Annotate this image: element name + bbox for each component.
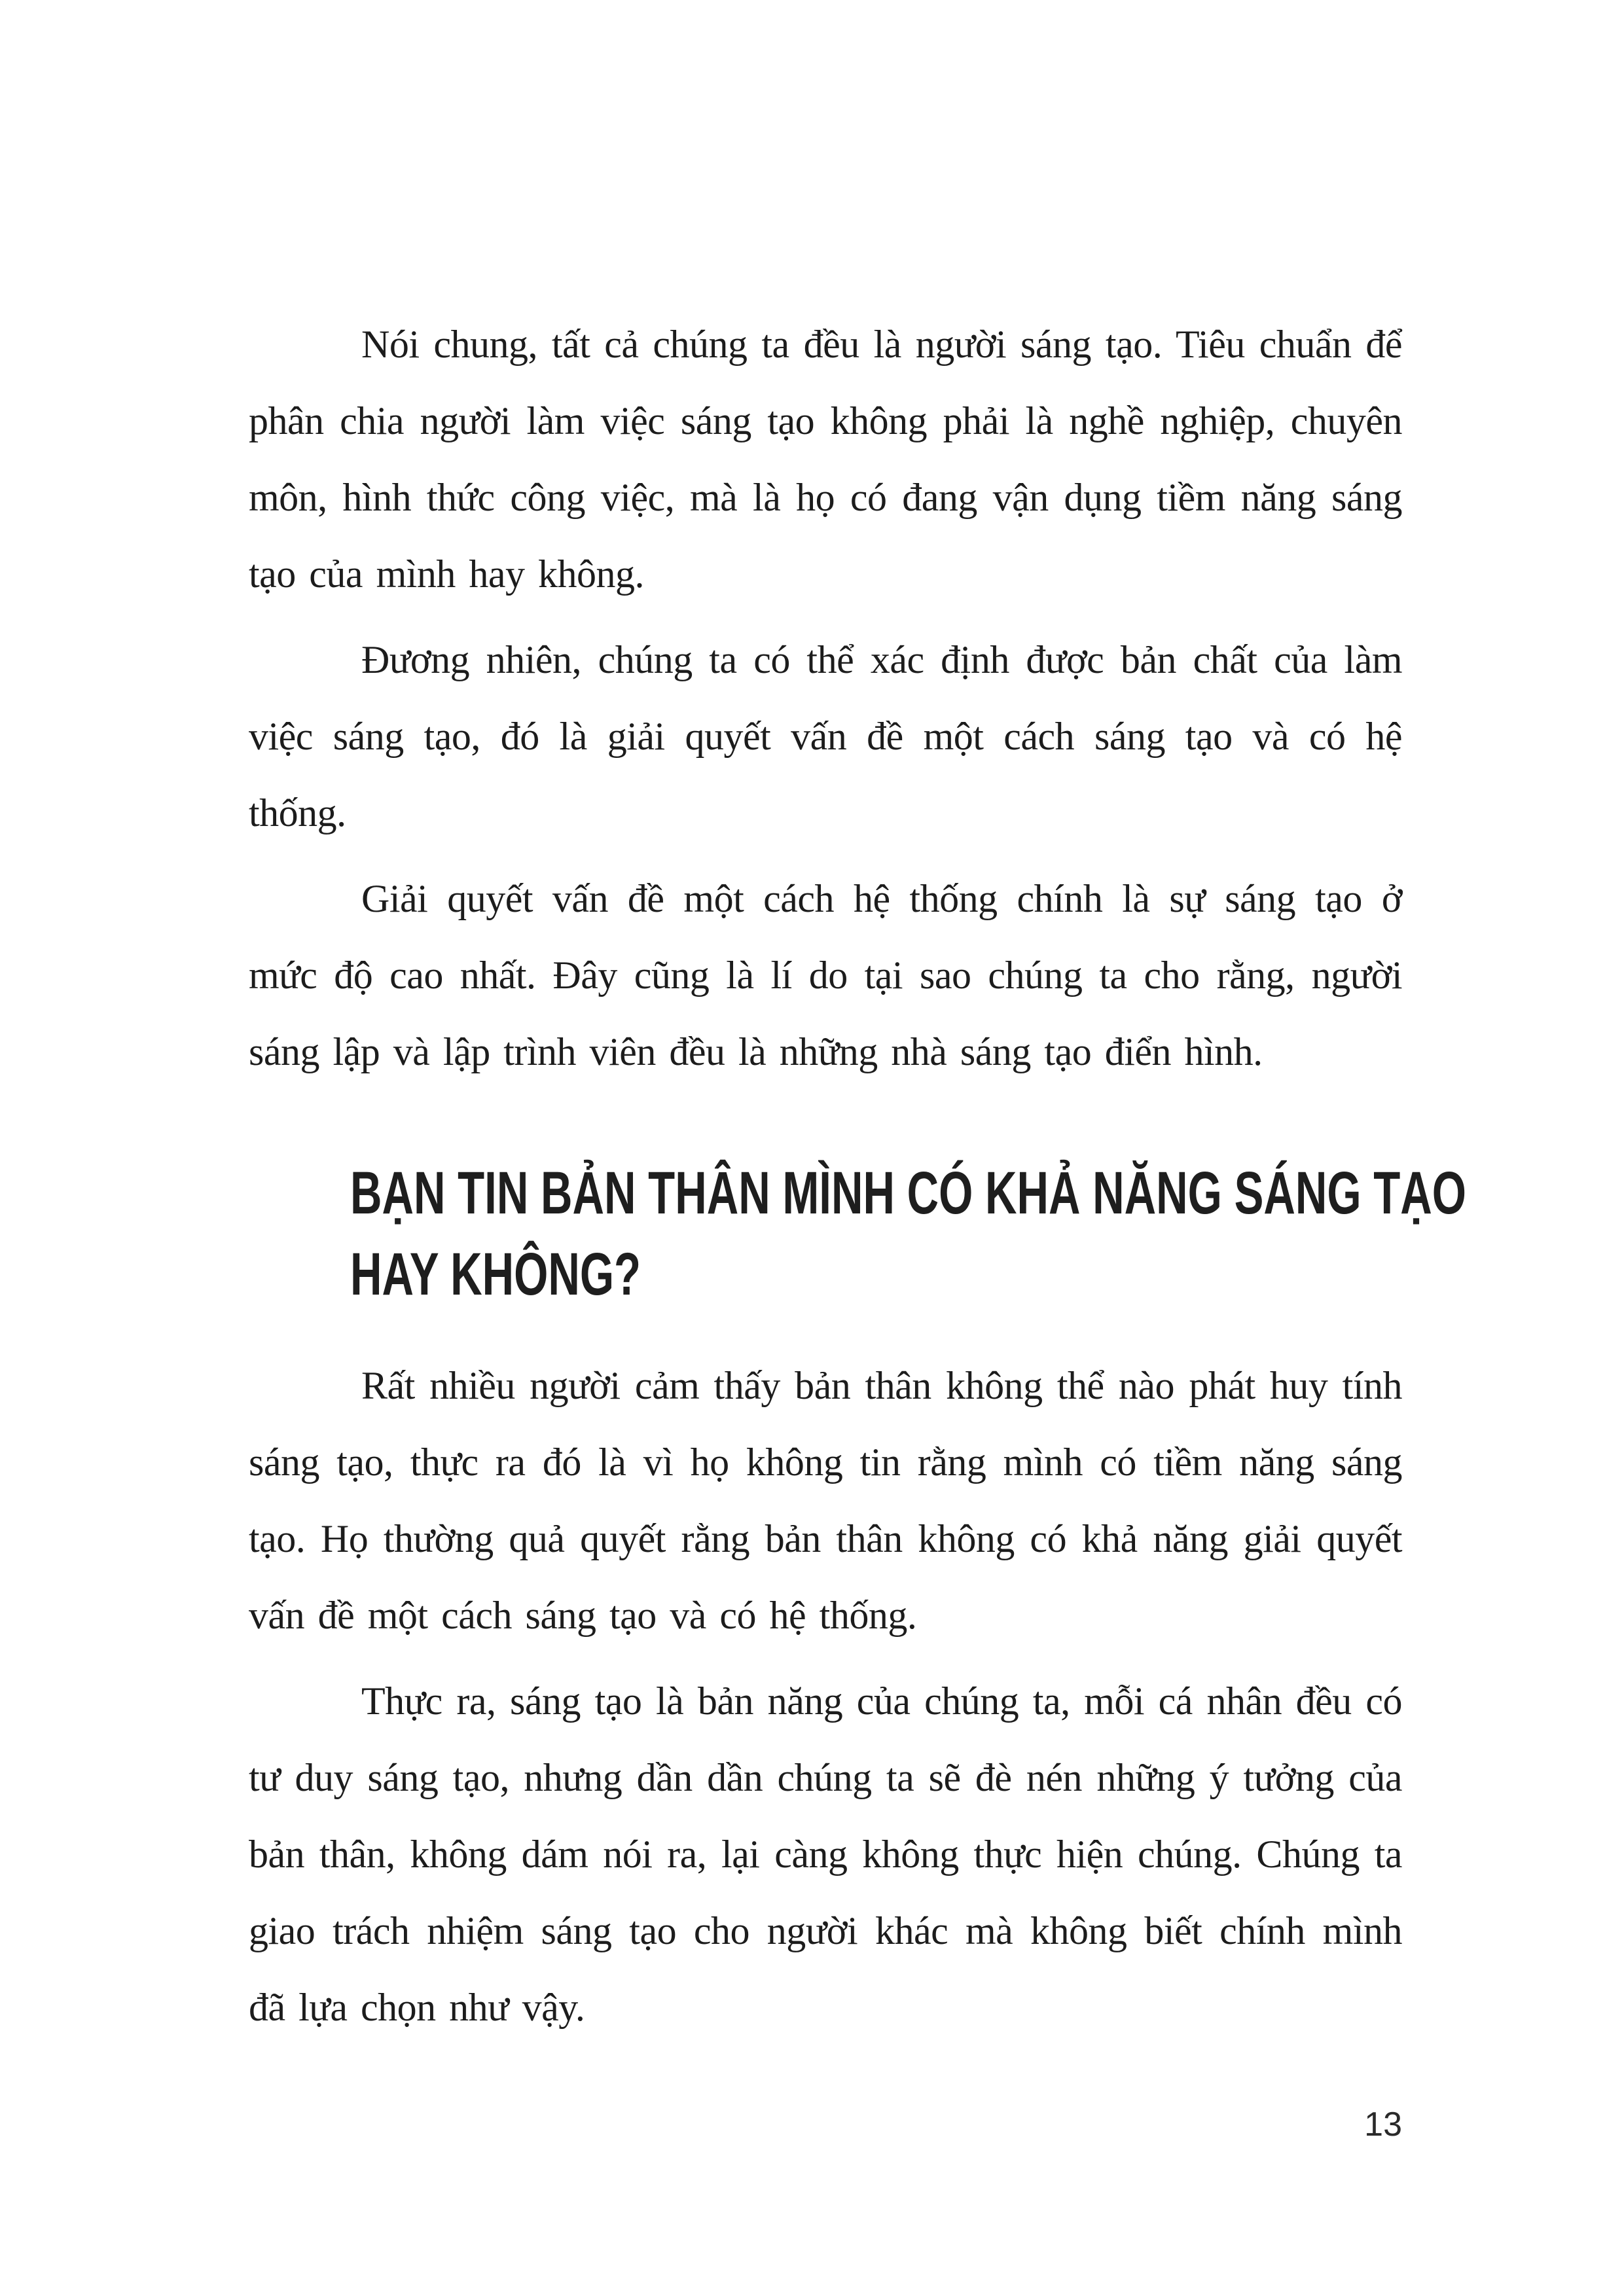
paragraph-5: Thực ra, sáng tạo là bản năng của chúng ta, mỗi cá nhân đều có tư duy sáng tạo, nhưng dần dần chúng ta sẽ đè nén những ý tưởng của bản thân, không dám nói ra, lại càng không thực hiện chúng. Chúng ta giao trách nhiệm sáng tạo cho người khác mà không biết chính mình đã lựa chọn như vậy. [249,1679,1402,2029]
paragraph-1: Nói chung, tất cả chúng ta đều là người sáng tạo. Tiêu chuẩn để phân chia người làm việc sáng tạo không phải là nghề nghiệp, chuyên môn, hình thức công việc, mà là họ có đang vận dụng tiềm năng sáng tạo của mình hay không. [249,323,1402,596]
section-heading-line-1: BẠN TIN BẢN THÂN MÌNH CÓ KHẢ NĂNG SÁNG TẠO [350,1160,1467,1227]
paragraph-4: Rất nhiều người cảm thấy bản thân không thể nào phát huy tính sáng tạo, thực ra đó là vì họ không tin rằng mình có tiềm năng sáng tạo. Họ thường quả quyết rằng bản thân không có khả năng giải quyết vấn đề một cách sáng tạo và có hệ thống. [249,1364,1402,1637]
paragraph-3: Giải quyết vấn đề một cách hệ thống chính là sự sáng tạo ở mức độ cao nhất. Đây cũng là lí do tại sao chúng ta cho rằng, người sáng lập và lập trình viên đều là những nhà sáng tạo điển hình. [249,877,1402,1073]
page-number: 13 [1364,2106,1402,2144]
section-heading [350,1153,1467,1315]
text-block [249,306,1467,2055]
section-heading-line-2: HAY KHÔNG? [350,1241,641,1308]
paragraph-2: Đương nhiên, chúng ta có thể xác định được bản chất của làm việc sáng tạo, đó là giải quyết vấn đề một cách sáng tạo và có hệ thống. [249,638,1402,834]
